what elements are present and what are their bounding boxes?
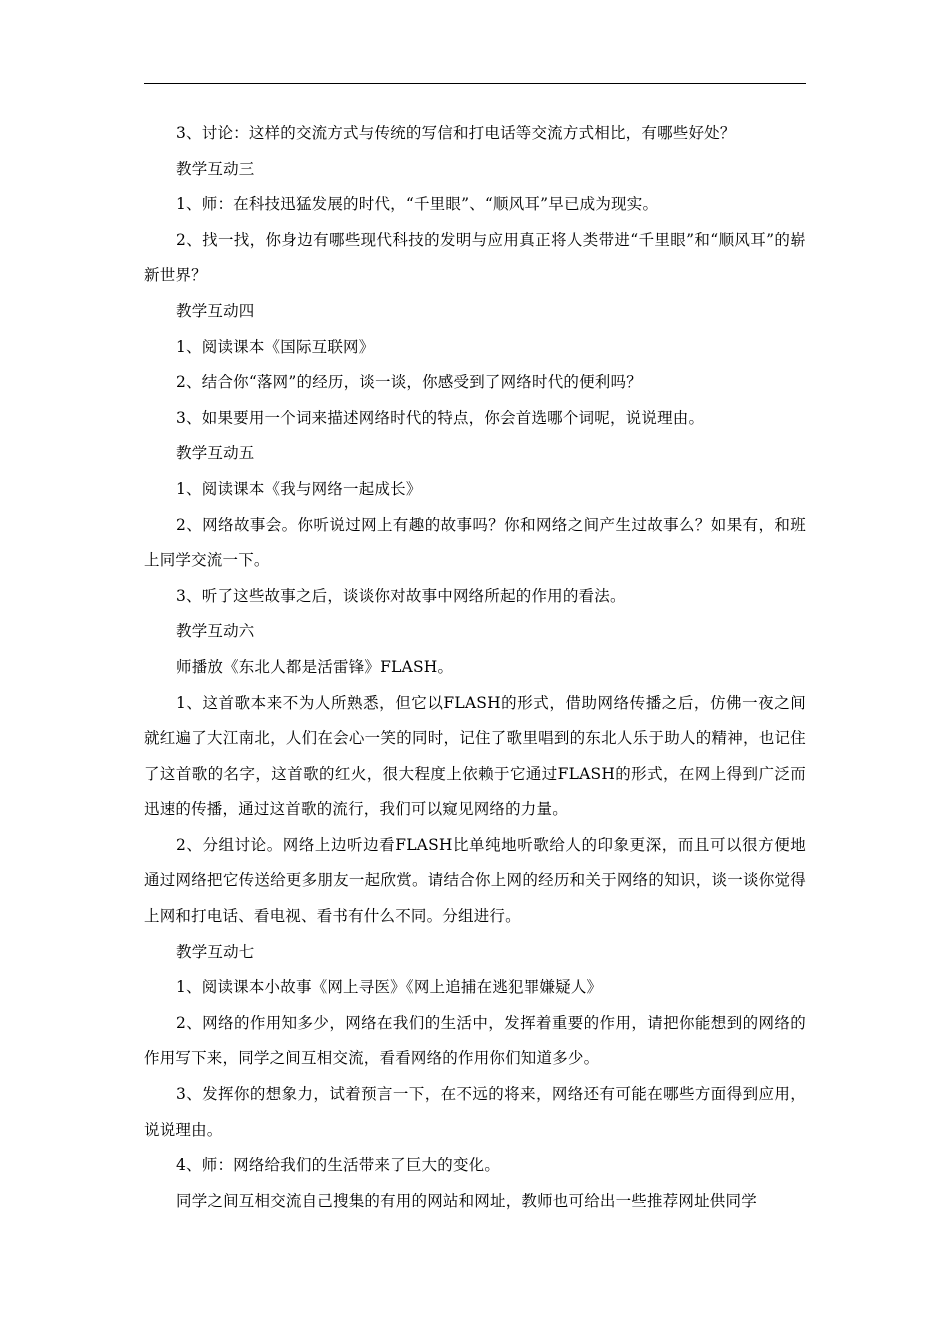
paragraph: 2、结合你“落网”的经历，谈一谈，你感受到了网络时代的便利吗？ xyxy=(176,373,642,392)
paragraph: 2、分组讨论。网络上边听边看FLASH比单纯地听歌给人的印象更深，而且可以很方便地通过网络把它传送给更多朋友一起欣赏。请结合你上网的经历和关于网络的知识，谈一谈你觉得上网和打电话、看电视、看书有什么不同。分组进行。 xyxy=(144,835,806,926)
paragraph: 4、师：网络给我们的生活带来了巨大的变化。 xyxy=(176,1156,501,1175)
section-heading: 教学互动三 xyxy=(176,159,255,178)
paragraph: 3、发挥你的想象力，试着预言一下，在不远的将来，网络还有可能在哪些方面得到应用，说说理由。 xyxy=(144,1085,806,1139)
section-heading: 教学互动四 xyxy=(176,301,255,320)
header-rule xyxy=(144,83,806,84)
paragraph: 3、听了这些故事之后，谈谈你对故事中网络所起的作用的看法。 xyxy=(176,586,626,605)
paragraph: 2、网络故事会。你听说过网上有趣的故事吗？你和网络之间产生过故事么？如果有，和班上同学交流一下。 xyxy=(144,515,806,570)
paragraph: 3、如果要用一个词来描述网络时代的特点，你会首选哪个词呢，说说理由。 xyxy=(176,408,705,427)
paragraph: 1、阅读课本小故事《网上寻医》《网上追捕在逃犯罪嫌疑人》 xyxy=(176,978,603,997)
paragraph: 2、网络的作用知多少，网络在我们的生活中，发挥着重要的作用，请把你能想到的网络的作用写下来，同学之间互相交流，看看网络的作用你们知道多少。 xyxy=(144,1013,806,1068)
paragraph: 1、这首歌本来不为人所熟悉，但它以FLASH的形式，借助网络传播之后，仿佛一夜之间就红遍了大江南北，人们在会心一笑的同时，记住了歌里唱到的东北人乐于助人的精神，也记住了这首歌的名字，这首歌的红火，很大程度上依赖于它通过FLASH的形式，在网上得到广泛而迅速的传播，通过这首歌的流行，我们可以窥见网络的力量。 xyxy=(144,693,806,819)
paragraph: 1、师：在科技迅猛发展的时代，“千里眼”、“顺风耳”早已成为现实。 xyxy=(176,195,659,214)
document-body xyxy=(144,116,806,1219)
paragraph: 1、阅读课本《国际互联网》 xyxy=(176,337,375,356)
paragraph: 3、讨论：这样的交流方式与传统的写信和打电话等交流方式相比，有哪些好处？ xyxy=(176,124,736,142)
paragraph: 师播放《东北人都是活雷锋》FLASH。 xyxy=(176,657,454,676)
paragraph: 同学之间互相交流自己搜集的有用的网站和网址，教师也可给出一些推荐网址供同学 xyxy=(176,1191,757,1210)
paragraph: 2、找一找，你身边有哪些现代科技的发明与应用真正将人类带进“千里眼”和“顺风耳”的崭新世界？ xyxy=(144,230,806,285)
section-heading: 教学互动五 xyxy=(176,444,255,463)
section-heading: 教学互动七 xyxy=(176,942,255,961)
section-heading: 教学互动六 xyxy=(176,622,255,641)
paragraph: 1、阅读课本《我与网络一起成长》 xyxy=(176,479,422,498)
